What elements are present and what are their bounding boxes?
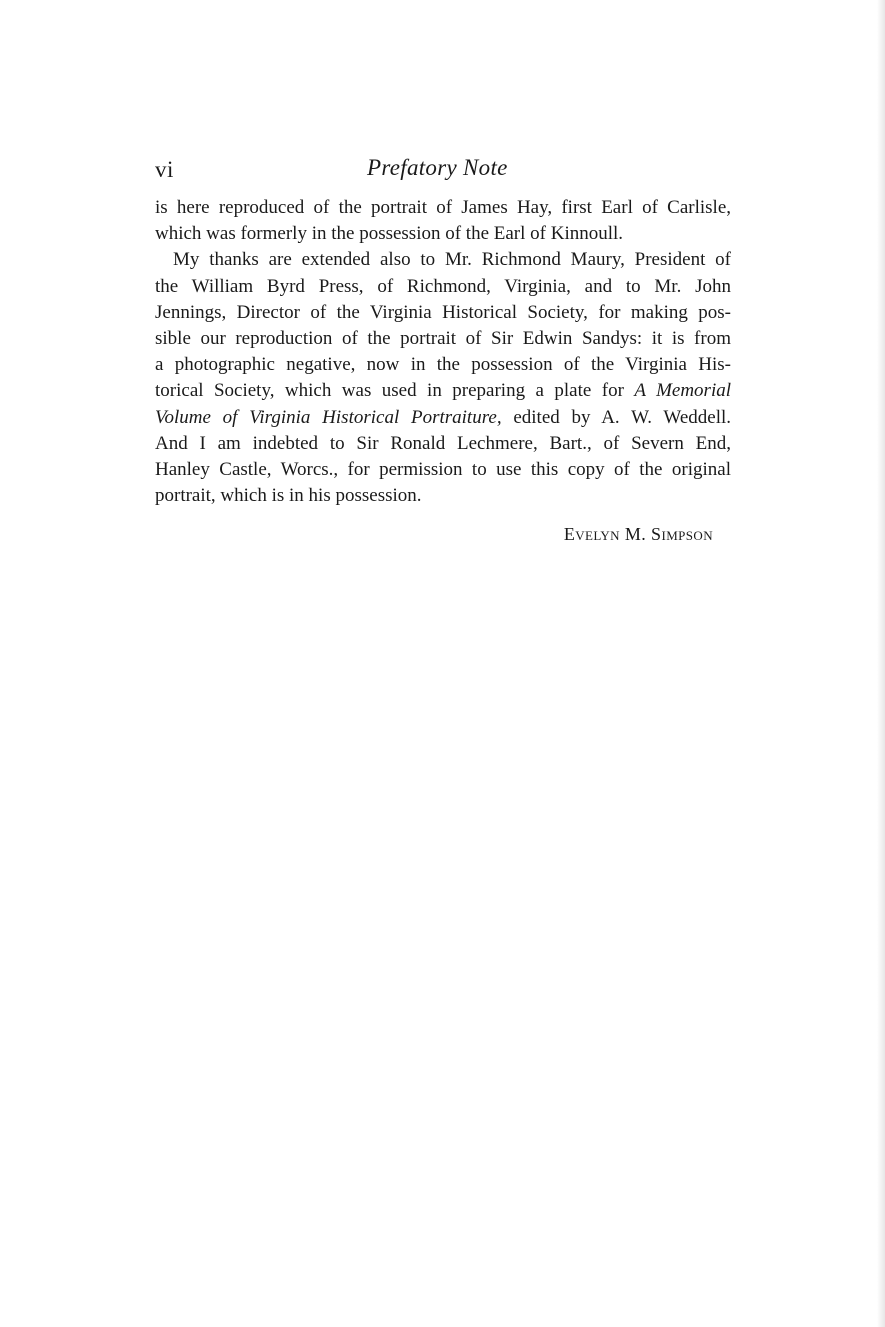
- book-title-italic: A Memorial: [634, 380, 731, 402]
- text-line: a photographic negative, now in the possession of the Virginia His-: [155, 354, 731, 376]
- text-line: And I am indebted to Sir Ronald Lechmere, Bart., of Severn End,: [155, 432, 731, 454]
- text-line: My thanks are extended also to Mr. Richmond Maury, President of: [173, 249, 731, 271]
- text-line: is here reproduced of the portrait of James Hay, first Earl of Carlisle,: [155, 197, 731, 218]
- text-line: sible our reproduction of the portrait of Sir Edwin Sandys: it is from: [155, 328, 731, 350]
- running-title: Prefatory Note: [367, 155, 508, 180]
- text-line: the William Byrd Press, of Richmond, Virginia, and to Mr. John: [155, 275, 731, 297]
- paragraph-2: [155, 247, 731, 509]
- text-run: edited by A. W. Weddell.: [501, 406, 732, 428]
- text-line: [155, 405, 731, 431]
- text-run: torical Society, which was used in preparing a plate for: [155, 380, 635, 402]
- paragraph-1: [155, 195, 731, 247]
- text-line: Hanley Castle, Worcs., for permission to use this copy of the original: [155, 459, 731, 481]
- text-line: [155, 378, 731, 404]
- page-edge: [877, 0, 885, 1327]
- text-line: portrait, which is in his possession.: [155, 485, 422, 507]
- text-line: which was formerly in the possession of the Earl of Kinnoull.: [155, 223, 624, 245]
- text-line: Jennings, Director of the Virginia Historical Society, for making pos-: [155, 301, 731, 323]
- page-header: [155, 155, 731, 189]
- body-text: [155, 195, 731, 509]
- page-number: vi: [155, 157, 174, 182]
- book-title-italic: Volume of Virginia Historical Portraiture,: [155, 406, 502, 428]
- author-signature: Evelyn M. Simpson: [563, 524, 713, 544]
